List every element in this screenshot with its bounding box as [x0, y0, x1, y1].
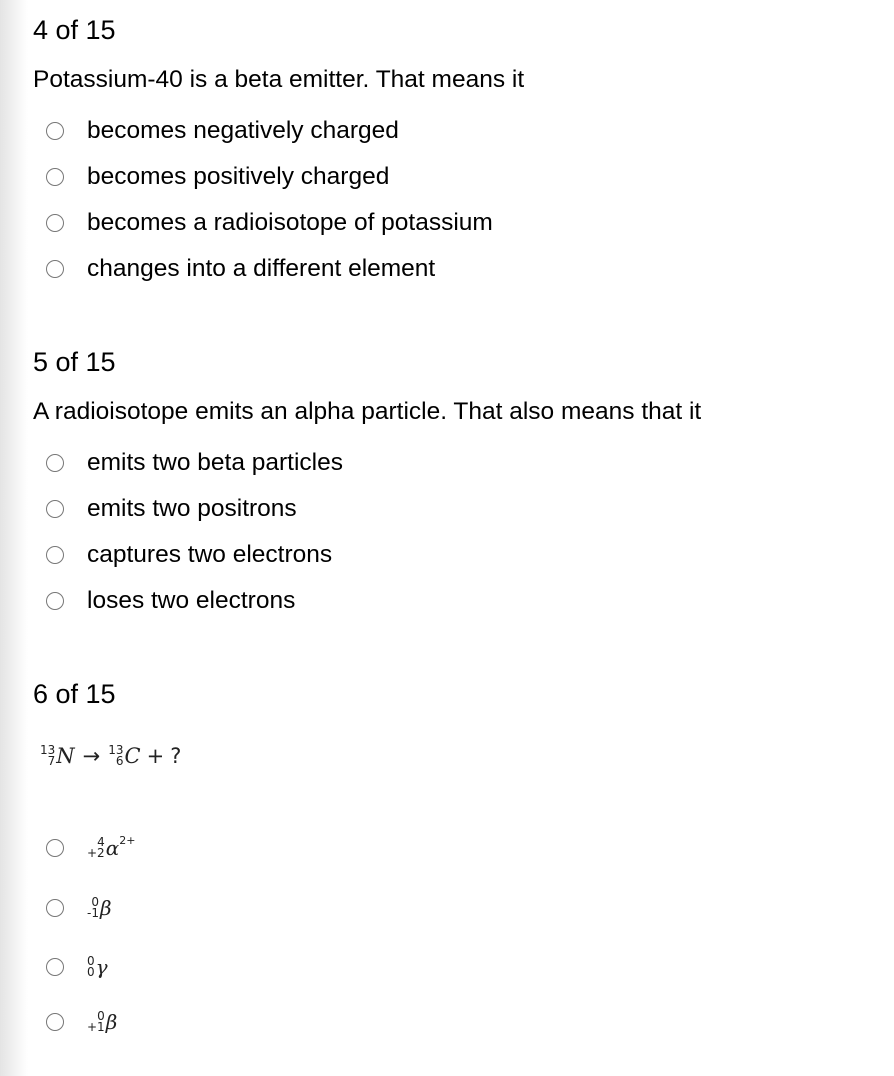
- option-label: emits two beta particles: [87, 449, 343, 476]
- atomic-number: +1: [87, 1020, 105, 1034]
- mass-number: 0: [97, 1009, 105, 1023]
- atomic-number: +2: [87, 846, 105, 860]
- particle-symbol: β: [99, 896, 112, 920]
- radio-button[interactable]: [46, 122, 64, 140]
- q6-option-1[interactable]: [46, 833, 135, 863]
- option-label: [87, 955, 108, 979]
- option-label: becomes negatively charged: [87, 117, 399, 144]
- arrow: →: [82, 744, 101, 768]
- mass-number: 4: [97, 835, 105, 849]
- product-nuclide: [108, 744, 140, 768]
- left-edge-shadow: [0, 0, 28, 1076]
- particle-symbol: α: [105, 836, 120, 860]
- q5-option-4[interactable]: [46, 586, 295, 616]
- particle-symbol: γ: [95, 955, 108, 979]
- option-label: becomes a radioisotope of potassium: [87, 209, 493, 236]
- radio-button[interactable]: [46, 592, 64, 610]
- radio-button[interactable]: [46, 214, 64, 232]
- charge: 2+: [119, 834, 136, 847]
- mass-number: 13: [40, 743, 56, 757]
- question-5-text: A radioisotope emits an alpha particle. That also means that it: [33, 398, 702, 425]
- q6-option-3[interactable]: [46, 952, 108, 982]
- radio-button[interactable]: [46, 1013, 64, 1031]
- radio-button[interactable]: [46, 958, 64, 976]
- radio-button[interactable]: [46, 899, 64, 917]
- option-label: emits two positrons: [87, 495, 297, 522]
- radio-button[interactable]: [46, 500, 64, 518]
- mass-number: 0: [87, 954, 95, 968]
- unknown-particle: ?: [170, 744, 182, 768]
- q5-option-2[interactable]: [46, 494, 297, 524]
- question-6-number: 6 of 15: [33, 679, 116, 709]
- option-label: [87, 896, 112, 920]
- option-label: [87, 836, 135, 860]
- question-5-number: 5 of 15: [33, 347, 116, 377]
- q4-option-4[interactable]: [46, 254, 435, 284]
- element-symbol: N: [56, 744, 75, 768]
- q6-option-2[interactable]: [46, 893, 112, 923]
- particle-symbol: β: [105, 1010, 118, 1034]
- radio-button[interactable]: [46, 839, 64, 857]
- option-label: captures two electrons: [87, 541, 333, 568]
- q4-option-3[interactable]: [46, 208, 493, 238]
- option-label: loses two electrons: [87, 587, 296, 614]
- radio-button[interactable]: [46, 546, 64, 564]
- atomic-number: 7: [47, 754, 56, 768]
- q4-option-2[interactable]: [46, 162, 389, 192]
- q6-option-4[interactable]: [46, 1007, 117, 1037]
- option-label: [87, 1010, 117, 1034]
- mass-number: 13: [108, 743, 124, 757]
- atomic-number: 6: [115, 754, 124, 768]
- reactant-nuclide: [40, 744, 75, 768]
- q4-option-1[interactable]: [46, 116, 399, 146]
- radio-button[interactable]: [46, 260, 64, 278]
- option-label: becomes positively charged: [87, 163, 390, 190]
- q5-option-3[interactable]: [46, 540, 332, 570]
- atomic-number: 0: [87, 965, 95, 979]
- element-symbol: C: [124, 744, 141, 768]
- atomic-number: -1: [87, 906, 99, 920]
- nuclear-equation: [40, 744, 181, 768]
- plus-sign: +: [146, 744, 165, 768]
- option-label: changes into a different element: [87, 255, 436, 282]
- question-4-text: Potassium-40 is a beta emitter. That means it: [33, 66, 525, 93]
- mass-number: 0: [91, 895, 99, 909]
- question-4-number: 4 of 15: [33, 15, 116, 45]
- radio-button[interactable]: [46, 168, 64, 186]
- q5-option-1[interactable]: [46, 448, 343, 478]
- radio-button[interactable]: [46, 454, 64, 472]
